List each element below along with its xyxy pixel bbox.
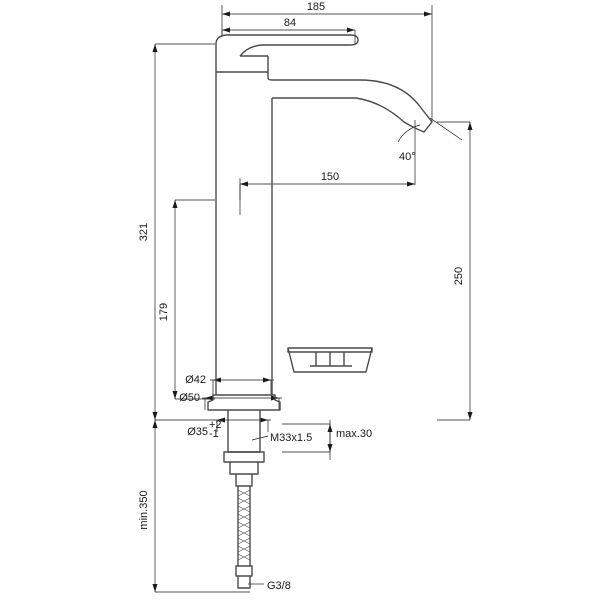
label-thread-body: M33x1.5 bbox=[270, 432, 313, 444]
dimension-lines bbox=[155, 5, 470, 592]
waste-drain-assembly bbox=[288, 348, 372, 372]
hose-braid-hatch bbox=[238, 490, 250, 560]
label-handle-length: 84 bbox=[283, 17, 297, 29]
label-connection-thread: G3/8 bbox=[267, 580, 291, 592]
label-min-hose-length: min.350 bbox=[138, 490, 150, 530]
label-base-diameter-42: Ø42 bbox=[185, 374, 206, 386]
label-hole-diameter-35: Ø35 bbox=[187, 426, 208, 438]
label-max-thickness: max.30 bbox=[336, 428, 373, 440]
label-hole-tolerance-lower: -1 bbox=[209, 428, 219, 440]
label-hole-tolerance-upper: +2 bbox=[209, 419, 222, 431]
label-spout-angle: 40° bbox=[399, 151, 416, 163]
label-total-height: 321 bbox=[138, 222, 150, 242]
label-spout-total-length: 185 bbox=[306, 1, 326, 13]
label-body-height: 179 bbox=[158, 302, 170, 322]
faucet-outline bbox=[208, 35, 432, 588]
label-spout-reach: 150 bbox=[320, 171, 340, 183]
label-outlet-height: 250 bbox=[453, 266, 465, 286]
dimension-labels bbox=[138, 1, 465, 592]
label-base-diameter-50: Ø50 bbox=[179, 392, 200, 404]
